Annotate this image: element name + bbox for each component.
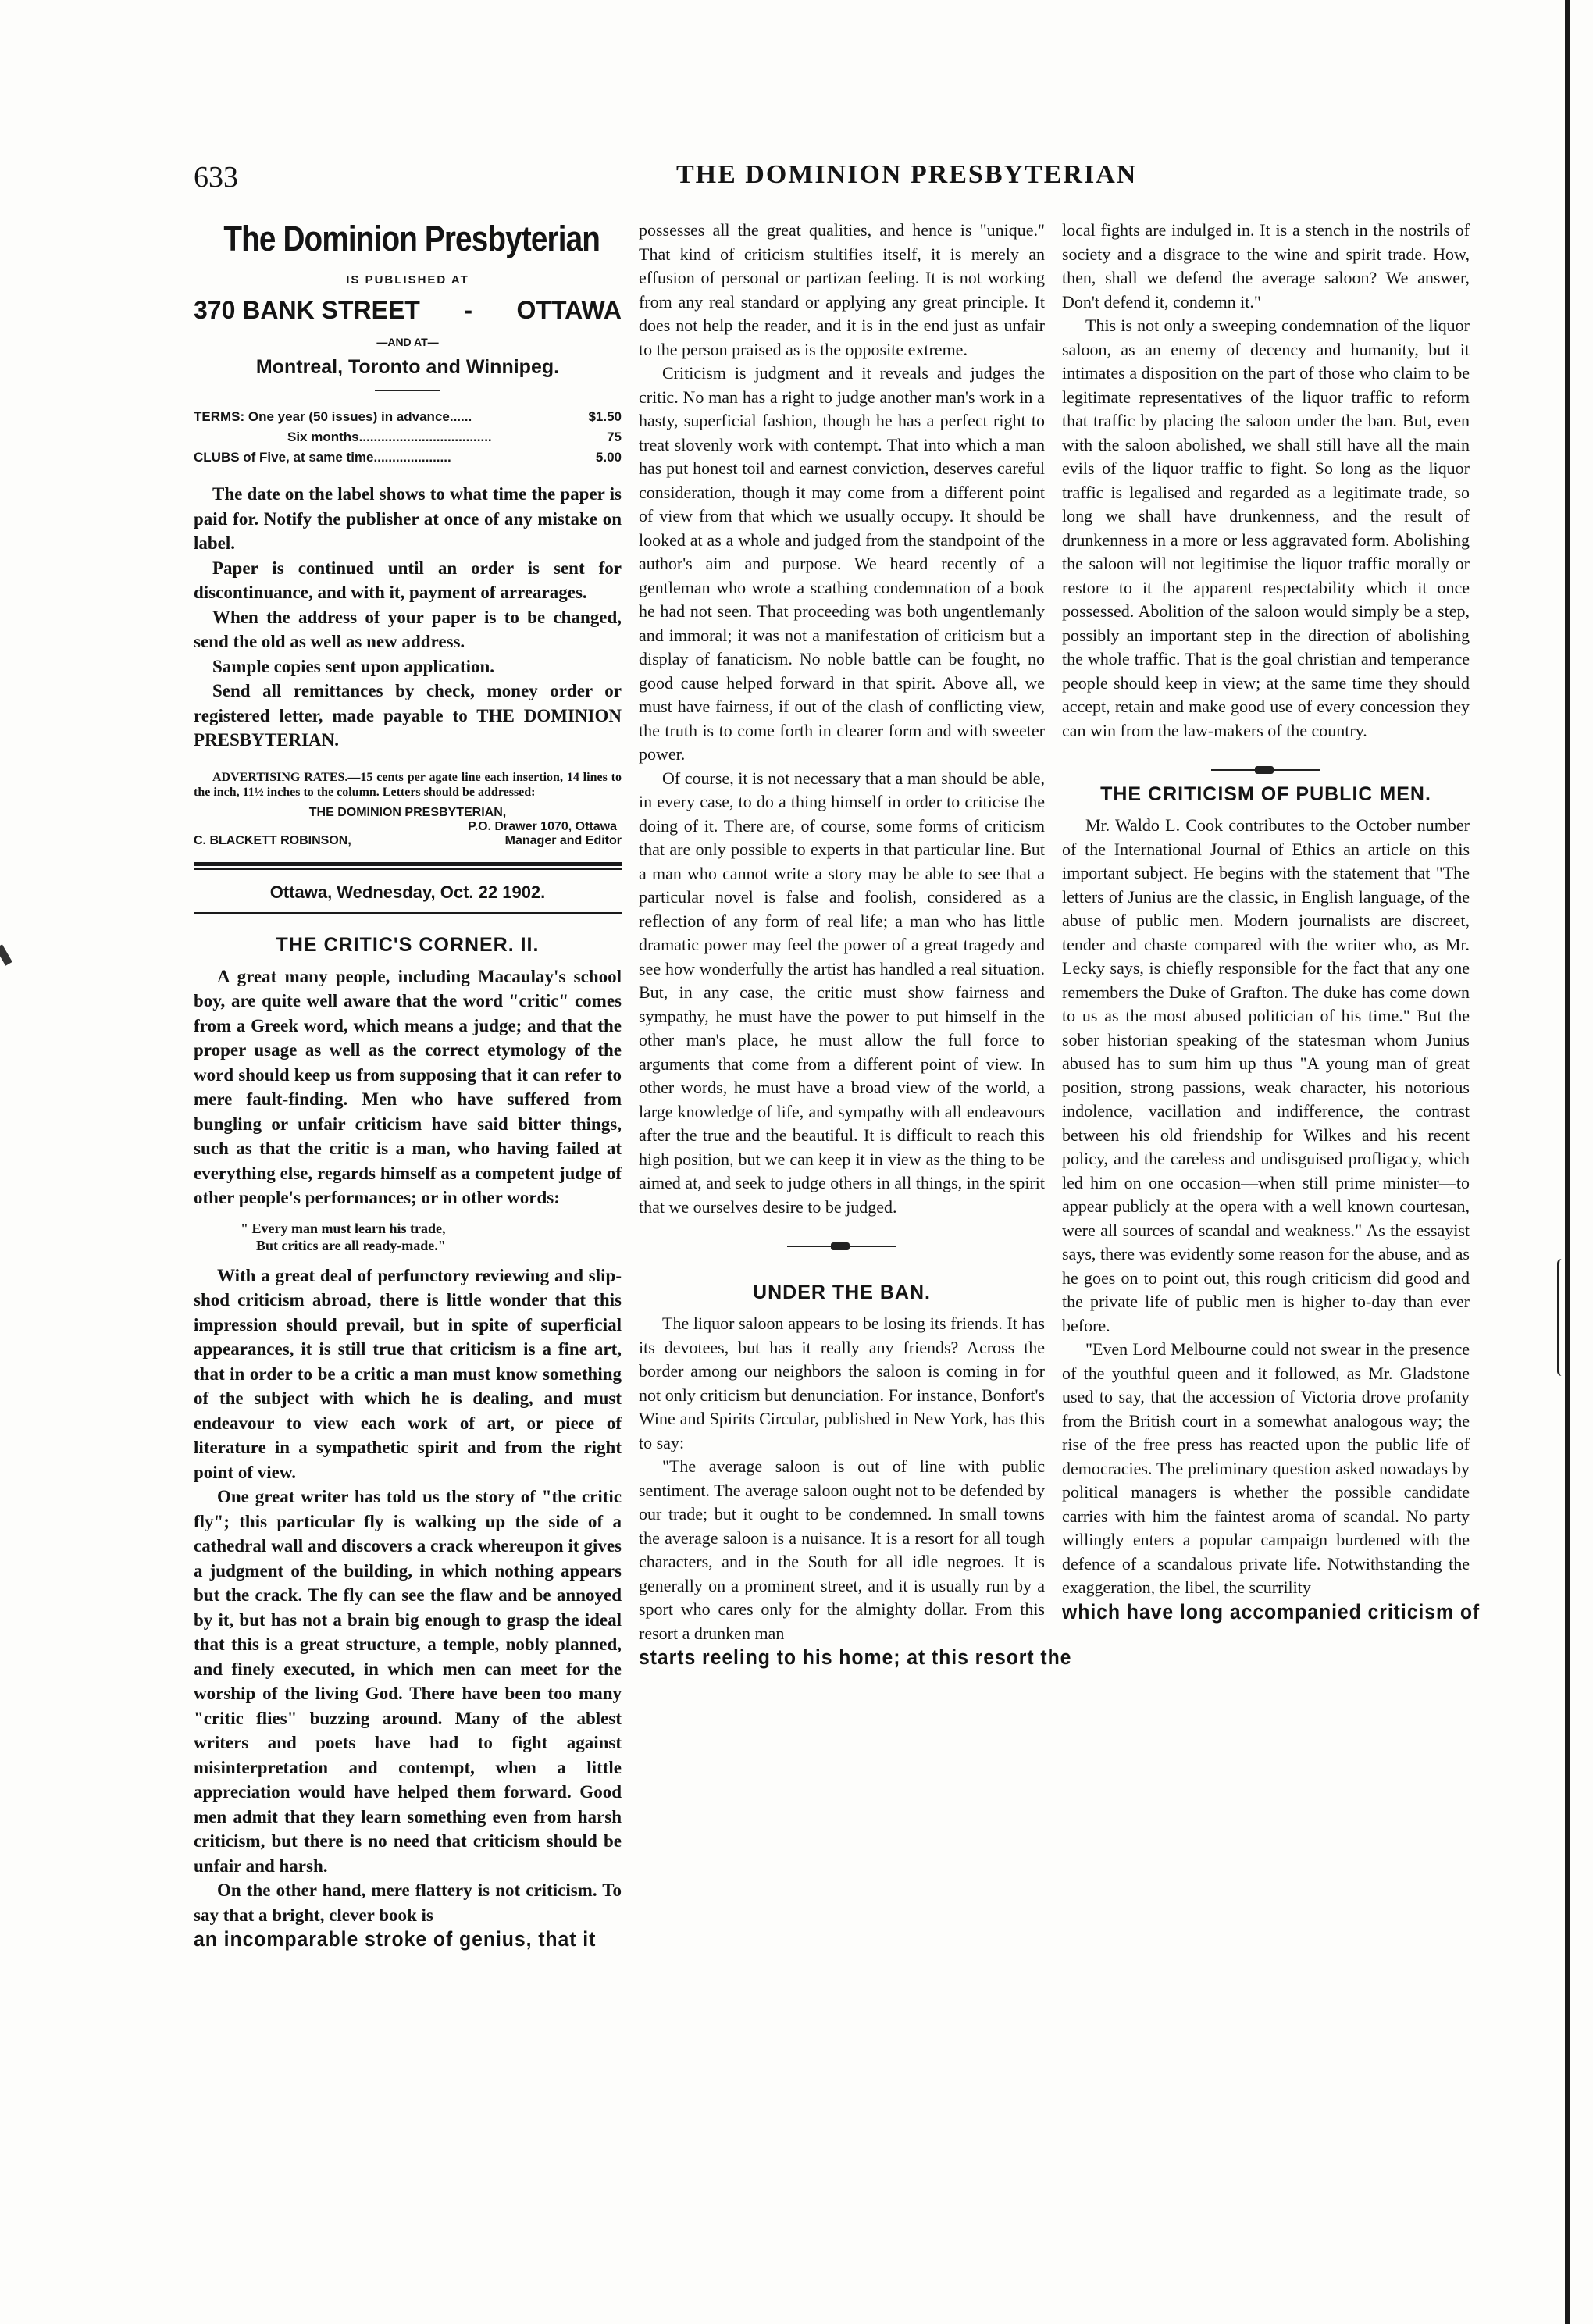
quote-paragraph: "The average saloon is out of line with public sentiment. The average saloon ought not to be defended by our trade; but it ought to be condemned. In small towns the average saloon is a nuisance. It is a resort for all tough characters, and in the South for all idle negroes. It is generally on a prominent street, and it is usually run by a sport who cares only for the almighty dollar. From this resort a drunken man — [639, 1456, 1045, 1643]
margin-mark — [0, 944, 12, 966]
divider — [375, 390, 440, 391]
notice: Sample copies sent upon application. — [212, 656, 495, 676]
dateline: Ottawa, Wednesday, Oct. 22 1902. — [269, 882, 546, 902]
paragraph: A great many people, including Macaulay's school boy, are quite well aware that the word "critic" comes from a Greek word, which means a judge; and that the proper usage as well as the correct etymology of the word should keep us from supposing that it can refer to mere fault-finding. Men who have suffered from bungling or unfair criticism have said bitter things, such as that the critic is a man, who having failed at everything else, regards himself as a competent judge of other people's performances; or in other words: — [194, 966, 622, 1207]
address-line — [194, 296, 622, 325]
paragraph: possesses all the great qualities, and hence is "unique." That kind of criticism stultifies itself, it is merely an effusion of personal or partizan feeling. It is not working from any real standard or applying any great principle. It does not help the reader, and it is in the end just as unfair to the person praised as is the opposite extreme. — [639, 220, 1045, 359]
notice: When the address of your paper is to be changed, send the old as well as new address. — [194, 607, 622, 651]
last-line: starts reeling to his home; at this resort the — [639, 1645, 1072, 1669]
running-title: THE DOMINION PRESBYTERIAN — [676, 160, 1138, 189]
notices — [194, 482, 622, 753]
last-line: which have long accompanied criticism of — [1062, 1599, 1481, 1624]
paragraph: The liquor saloon appears to be losing its friends. It has its devotees, but has it really any friends? Across the border among our neighbors the saloon is coming in for not only criticism but denunciation. For instance, Bonfort's Wine and Spirits Circular, published in New York, has this to say: — [639, 1313, 1045, 1452]
article-title: UNDER THE BAN. — [753, 1281, 931, 1303]
paragraph: On the other hand, mere flattery is not criticism. To say that a bright, clever book is — [194, 1880, 622, 1925]
thin-rule — [194, 912, 622, 914]
paragraph: This is not only a sweeping condemnation of the liquor saloon, as an enemy of decency and humanity, but it intimates a disposition on the part of those who claim to be legitimate representatives of the liquor traffic to reform that traffic by placing the saloon under the ban. But, even with the saloon abolished, we shall still have all the main evils of the liquor traffic to fight. So long as the liquor traffic is legalised and regarded as a legitimate trade, so long we shall have drunkenness, and the result of drunkenness in a more or less aggravated form. Abolishing the saloon will not legitimise the liquor traffic morally or restore to it the apparent respectability which it once possessed. Abolition of the saloon would simply be a step, possibly an important step in the direction of abolishing the whole traffic. That is the goal christian and temperance people should keep in view; at the same time they should accept, retain and make good use of every concession they can win from the law-makers of the country. — [1062, 315, 1470, 740]
paragraph: Mr. Waldo L. Cook contributes to the October number of the International Journal of Ethics an article on this important subject. He begins with the statement that "The letters of Junius are the classic, in English language, of the abuse of public men. Modern journalists are discreet, tender and chaste compared with the writer who, as Mr. Lecky says, is chiefly responsible for the fact that any one remembers the Duke of Grafton. The duke has come down to us as the most abused politician of his time." But the sober historian speaking of the statesman whom Junius abused has to sum him up thus "A young man of great position, strong passions, weak character, his notorious indolence, vacillation and indifference, the contrast between his old friendship for Wilkes and his recent policy, and the careless and undisguised profligacy, which led him on one occasion—when still prime minister—to appear publicly at the opera with a well known courtesan, were all sources of scandal and weakness." As the essayist says, there was evidently some reason for the abuse, and as he goes on to point out, this rough criticism did good and the private life of public men is higher to-day than ever before. — [1062, 815, 1470, 1335]
and-at: —AND AT— — [376, 336, 439, 348]
cities-line: Montreal, Toronto and Winnipeg. — [255, 356, 560, 378]
paragraph: With a great deal of perfunctory reviewing and slip-shod criticism abroad, there is little wonder that this impression should prevail, but in spite of superficial appearances, it is still true that criticism is a fine art, that in order to be a critic a man must know something of the subject with which he is dealing, and must endeavour to view each work of art, or piece of literature in a sympathetic spirit and from the right point of view. — [194, 1265, 622, 1482]
last-line: an incomparable stroke of genius, that it — [194, 1927, 597, 1951]
page-number: 633 — [194, 161, 238, 194]
notice: The date on the label shows to what time the paper is paid for. Notify the publisher at once of any mistake on label. — [194, 484, 622, 553]
notice: Send all remittances by check, money order or registered letter, made payable to THE DOMINION PRESBYTERIAN. — [194, 681, 622, 750]
published-at: IS PUBLISHED AT — [346, 273, 469, 287]
notice: Paper is continued until an order is sent for discontinuance, and with it, payment of arrearages. — [194, 558, 622, 602]
address-dash: - — [464, 296, 472, 324]
verse: " Every man must learn his trade, But critics are all ready-made." — [241, 1220, 446, 1253]
terms-table — [194, 407, 622, 468]
thin-rule — [194, 868, 622, 870]
page-edge — [1565, 0, 1570, 2324]
editor-role: Manager and Editor — [504, 833, 622, 847]
address-block: THE DOMINION PRESBYTERIAN, P.O. Drawer 1070, Ottawa C. BLACKETT ROBINSON, Manager and Editor — [194, 805, 622, 847]
column-2 — [639, 219, 1072, 1670]
address-street: 370 BANK STREET — [194, 296, 420, 324]
paragraph: Criticism is judgment and it reveals and judges the critic. No man has a right to judge another man's work in a hasty, superficial fashion, though he has a perfect right to treat slovenly work with contempt. That into which a man has put honest toil and earnest conviction, deserves careful consideration, though it may come from a different point of view from that which we usually occupy. It should be looked at as a whole and judged from the standpoint of the author's aim and purpose. We heard recently of a gentleman who wrote a scathing condemnation of a book he had not seen. That proceeding was both ungentlemanly and immoral; it was not a manifestation of criticism but a display of fanaticism. No noble battle can be fought, no good cause helped forward in that spirit. Above all, we must have fairness, if out of the clash of conflicting view, the truth is to come forth in clearer form and with sweeter power. — [639, 363, 1045, 764]
ornament-divider — [787, 1246, 896, 1247]
thick-rule — [194, 862, 622, 866]
article-title: THE CRITICISM OF PUBLIC MEN. — [1100, 783, 1431, 805]
paragraph: "Even Lord Melbourne could not swear in the presence of the youthful queen and it followed, as Mr. Gladstone used to say, that the accession of Victoria drove profanity from the British court in a somewhat analogous way; the rise of the free press has reacted upon the public life of democracies. The preliminary question asked nowadays by political managers is whether the possible candidate carries with him the faintest aroma of scandal. No party willingly enters a popular campaign burdened with the defence of a scandalous private life. Notwithstanding the exaggeration, the libel, the scurrility — [1062, 1339, 1470, 1597]
column-3 — [1062, 219, 1481, 1624]
address-city: OTTAWA — [516, 296, 622, 324]
terms-row: Six months.................................... 75 — [287, 430, 622, 444]
masthead-title: The Dominion Presbyterian — [223, 219, 600, 258]
paragraph: Of course, it is not necessary that a man should be able, in every case, to do a thing himself in order to criticise the doing of it. There are, of course, some forms of criticism that are only possible to experts in that particular line. But a man who cannot write a story may be able to see that a particular novel is false and foolish, considered as a reflection of any form of real life; a man who has little dramatic power may feel the power of a great tragedy and see how wonderfully the artist has handled a real situation. But, in any case, the critic must show fairness and sympathy, he must have the power to put himself in the other man's place, he must allow the full force to arguments that come from a different point of view. In other words, he must have a broad view of the world, a large knowledge of life, and sympathy with all endeavours after the true and the beautiful. It is difficult to reach this high position, but we can keep it in view as the thing to be aimed at, and seek to judge others in all things, in the spirit that we ourselves desire to be judged. — [639, 768, 1045, 1217]
paragraph: local fights are indulged in. It is a stench in the nostrils of society and a disgrace to the wine and spirit trade. How, then, shall we defend the average saloon? We answer, Don't defend it, condemn it." — [1062, 220, 1470, 312]
margin-bracket — [1557, 1259, 1572, 1376]
column-1 — [194, 219, 622, 1952]
article-title: THE CRITIC'S CORNER. II. — [276, 933, 540, 956]
terms-row: TERMS: One year (50 issues) in advance...... $1.50 — [194, 409, 622, 424]
ornament-divider — [1211, 769, 1320, 771]
page-header — [194, 160, 1138, 207]
terms-row: CLUBS of Five, at same time..................... 5.00 — [194, 450, 622, 465]
editor-name: C. BLACKETT ROBINSON, — [194, 833, 351, 847]
paragraph: One great writer has told us the story of "the critic fly"; this particular fly is walking up the side of a cathedral wall and discovers a crack whereupon it gives a judgment of the building, in which nothing appears but the crack. The fly can see the flaw and be annoyed by it, but has not a brain big enough to grasp the ideal that this is a great structure, a temple, nobly planned, and finely executed, in which men can meet for the worship of the living God. There have been too many "critic flies" buzzing around. Many of the ablest writers and poets have had to fight against misinterpretation and contempt, when a little appreciation would have helped them forward. Good men admit that they learn something even from harsh criticism, but there is no need that criticism should be unfair and harsh. — [194, 1487, 622, 1876]
advertising-rates: ADVERTISING RATES.—15 cents per agate line each insertion, 14 lines to the inch, 11½ inches to the column. Letters should be addressed: — [194, 770, 622, 799]
